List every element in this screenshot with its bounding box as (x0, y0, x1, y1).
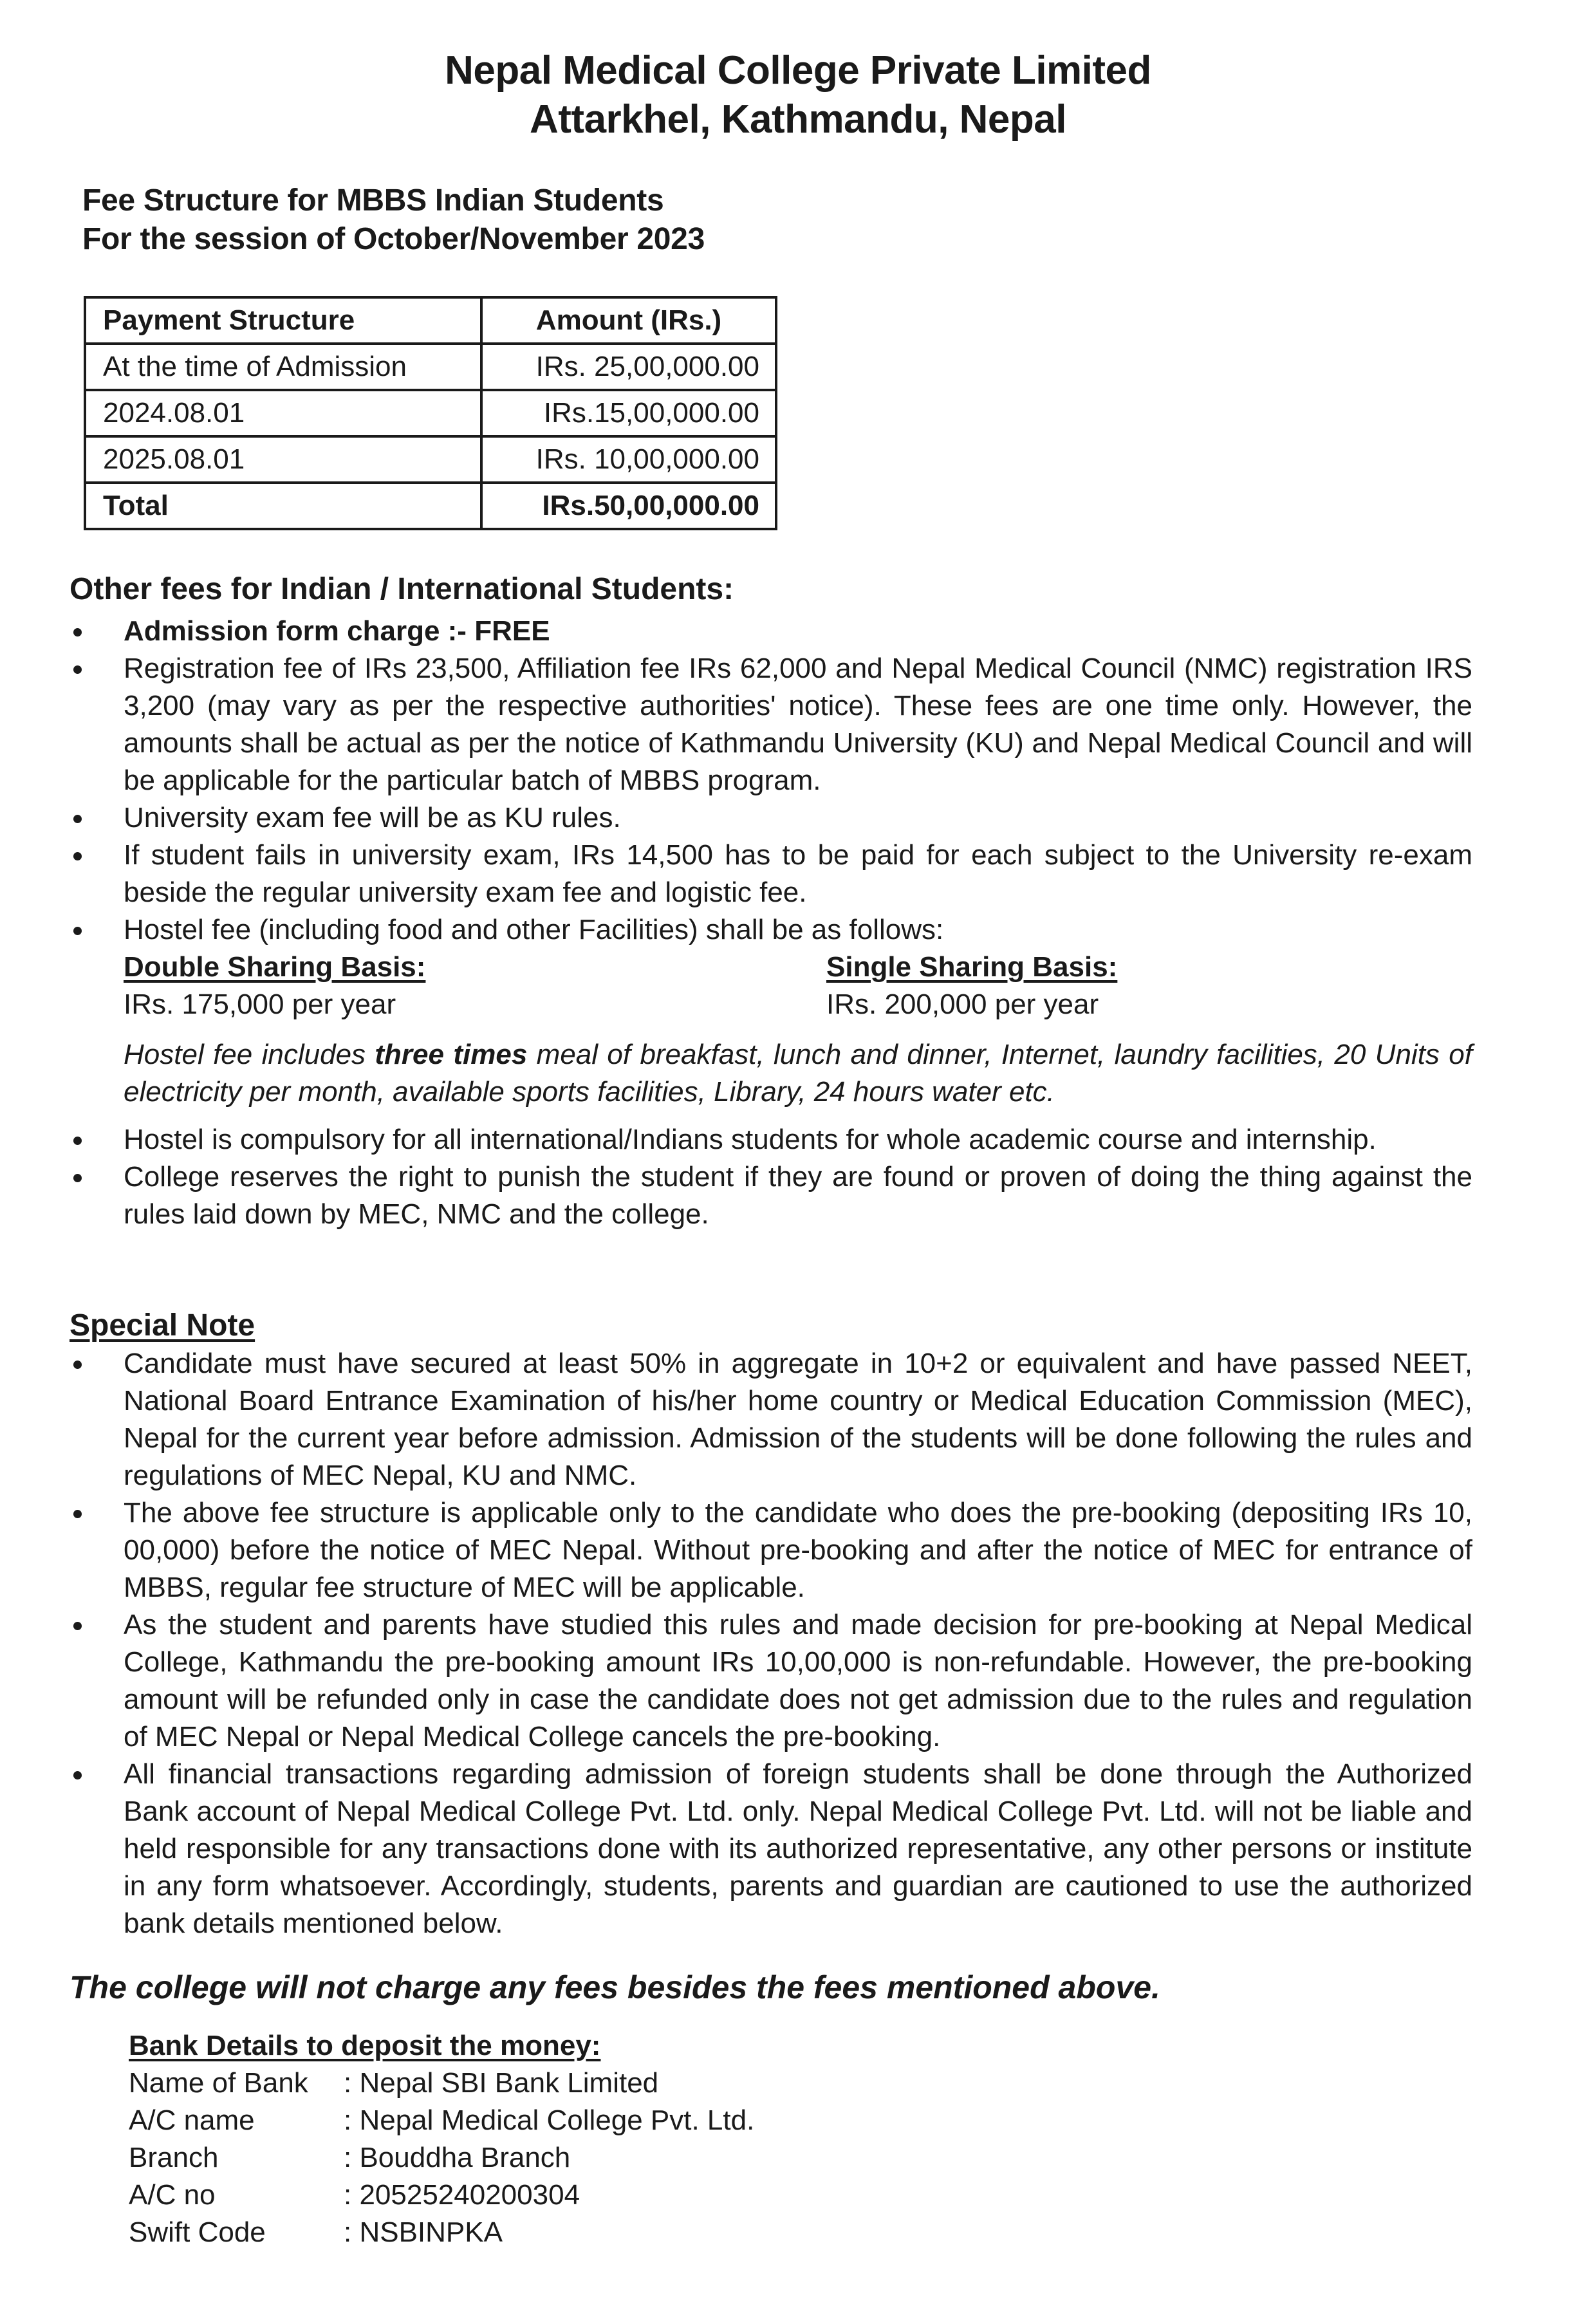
list-item: Admission form charge :- FREE (70, 613, 1472, 650)
special-note-title: Special Note (70, 1308, 255, 1342)
table-row (85, 344, 776, 390)
total-amount: IRs.50,00,000.00 (481, 483, 776, 529)
other-fees-list (70, 613, 1472, 949)
bank-detail-row (129, 2065, 754, 2102)
bank-detail-key: A/C no (129, 2179, 216, 2211)
list-item: University exam fee will be as KU rules. (70, 799, 1472, 837)
fee-table-header-row (85, 297, 776, 344)
table-row (85, 436, 776, 483)
list-item: Hostel fee (including food and other Facilities) shall be as follows: (70, 911, 1472, 949)
table-row (85, 390, 776, 436)
session-title: For the session of October/November 2023 (82, 222, 705, 256)
other-fees-title: Other fees for Indian / International Students: (70, 572, 734, 606)
payment-label: At the time of Admission (85, 344, 481, 390)
double-sharing-price: IRs. 175,000 per year (124, 989, 396, 1020)
total-label: Total (85, 483, 481, 529)
payment-amount: IRs. 25,00,000.00 (481, 344, 776, 390)
list-item: College reserves the right to punish the student if they are found or proven of doing the thing against the rules laid down by MEC, NMC and the college. (70, 1158, 1472, 1233)
payment-amount: IRs. 10,00,000.00 (481, 436, 776, 483)
note-emphasis: three times (375, 1039, 528, 1070)
bank-detail-row (129, 2214, 754, 2251)
bank-detail-key: A/C name (129, 2104, 255, 2136)
bank-detail-value: : Nepal Medical College Pvt. Ltd. (344, 2104, 755, 2136)
note-text: Hostel fee includes (124, 1039, 375, 1070)
list-item: Candidate must have secured at least 50% in aggregate in 10+2 or equivalent and have passed NEET, National Board Entrance Examination of his/her home country or Medical Education Commission (MEC), Nepal for the current year before admission. Admission of the students will be done following the rules and regulations of MEC Nepal, KU and NMC. (70, 1345, 1472, 1494)
single-sharing-option (826, 949, 1117, 1023)
list-item: All financial transactions regarding admission of foreign students shall be done through the Authorized Bank account of Nepal Medical College Pvt. Ltd. only. Nepal Medical College Pvt. Ltd. will not be liable and held responsible for any transactions done with its authorized representative, any other persons or institute in any form whatsoever. Accordingly, students, parents and guardian are cautioned to use the authorized bank details mentioned below. (70, 1756, 1472, 1942)
single-sharing-heading: Single Sharing Basis: (826, 951, 1118, 983)
hostel-rules-list (70, 1121, 1472, 1233)
bank-detail-row (129, 2177, 754, 2214)
hostel-fee-options (70, 949, 1472, 1023)
list-item: The above fee structure is applicable only to the candidate who does the pre-booking (depositing IRs 10, 00,000) before the notice of MEC Nepal. Without pre-booking and after the notice of MEC for entrance of MBBS, regular fee structure of MEC will be applicable. (70, 1494, 1472, 1606)
special-note-section (70, 1306, 1472, 1942)
bank-details (129, 2027, 754, 2251)
single-sharing-price: IRs. 200,000 per year (826, 989, 1099, 1020)
payment-label: 2025.08.01 (85, 436, 481, 483)
fee-structure-heading (82, 181, 705, 259)
note-text: meal of breakfast, lunch and dinner, Internet, laundry facilities, 20 Units of electricity per month, available sports facilities, Library, 24 hours water etc. (124, 1039, 1472, 1108)
double-sharing-option (124, 949, 425, 1023)
college-name: Nepal Medical College Private Limited (445, 48, 1151, 93)
college-address: Attarkhel, Kathmandu, Nepal (530, 97, 1066, 142)
bank-detail-value: : Nepal SBI Bank Limited (344, 2067, 659, 2099)
bank-detail-key: Swift Code (129, 2216, 266, 2248)
list-item: As the student and parents have studied this rules and made decision for pre-booking at Nepal Medical College, Kathmandu the pre-booking amount IRs 10,00,000 is non-refundable. However, the pre-booking amount will be refunded only in case the candidate does not get admission due to the rules and regulation of MEC Nepal or Nepal Medical College cancels the pre-booking. (70, 1606, 1472, 1756)
hostel-fee-inclusions-note (70, 1036, 1472, 1111)
bank-detail-value: : Bouddha Branch (344, 2142, 571, 2173)
fee-table (84, 296, 777, 530)
other-fees-section (70, 570, 1472, 1233)
column-header-amount: Amount (IRs.) (481, 297, 776, 344)
bank-details-title: Bank Details to deposit the money: (129, 2030, 601, 2061)
bank-detail-row (129, 2102, 754, 2139)
list-item: Registration fee of IRs 23,500, Affiliation fee IRs 62,000 and Nepal Medical Council (NMC) registration IRS 3,200 (may vary as per the respective authorities' notice). These fees are one time only. However, the amounts shall be actual as per the notice of Kathmandu University (KU) and Nepal Medical Council and will be applicable for the particular batch of MBBS program. (70, 650, 1472, 799)
payment-label: 2024.08.01 (85, 390, 481, 436)
payment-amount: IRs.15,00,000.00 (481, 390, 776, 436)
list-item: Hostel is compulsory for all international/Indians students for whole academic course and internship. (70, 1121, 1472, 1158)
double-sharing-heading: Double Sharing Basis: (124, 951, 426, 983)
bank-detail-key: Name of Bank (129, 2067, 308, 2099)
document-header (0, 46, 1596, 144)
special-note-list (70, 1345, 1472, 1942)
bank-detail-key: Branch (129, 2142, 219, 2173)
total-row (85, 483, 776, 529)
list-item: If student fails in university exam, IRs 14,500 has to be paid for each subject to the University re-exam beside the regular university exam fee and logistic fee. (70, 837, 1472, 911)
bank-detail-value: : 20525240200304 (344, 2179, 580, 2211)
column-header-payment-structure: Payment Structure (85, 297, 481, 344)
bank-detail-row (129, 2139, 754, 2177)
fee-structure-title: Fee Structure for MBBS Indian Students (82, 183, 664, 218)
bank-detail-value: : NSBINPKA (344, 2216, 503, 2248)
closing-statement: The college will not charge any fees besides the fees mentioned above. (70, 1969, 1160, 2005)
